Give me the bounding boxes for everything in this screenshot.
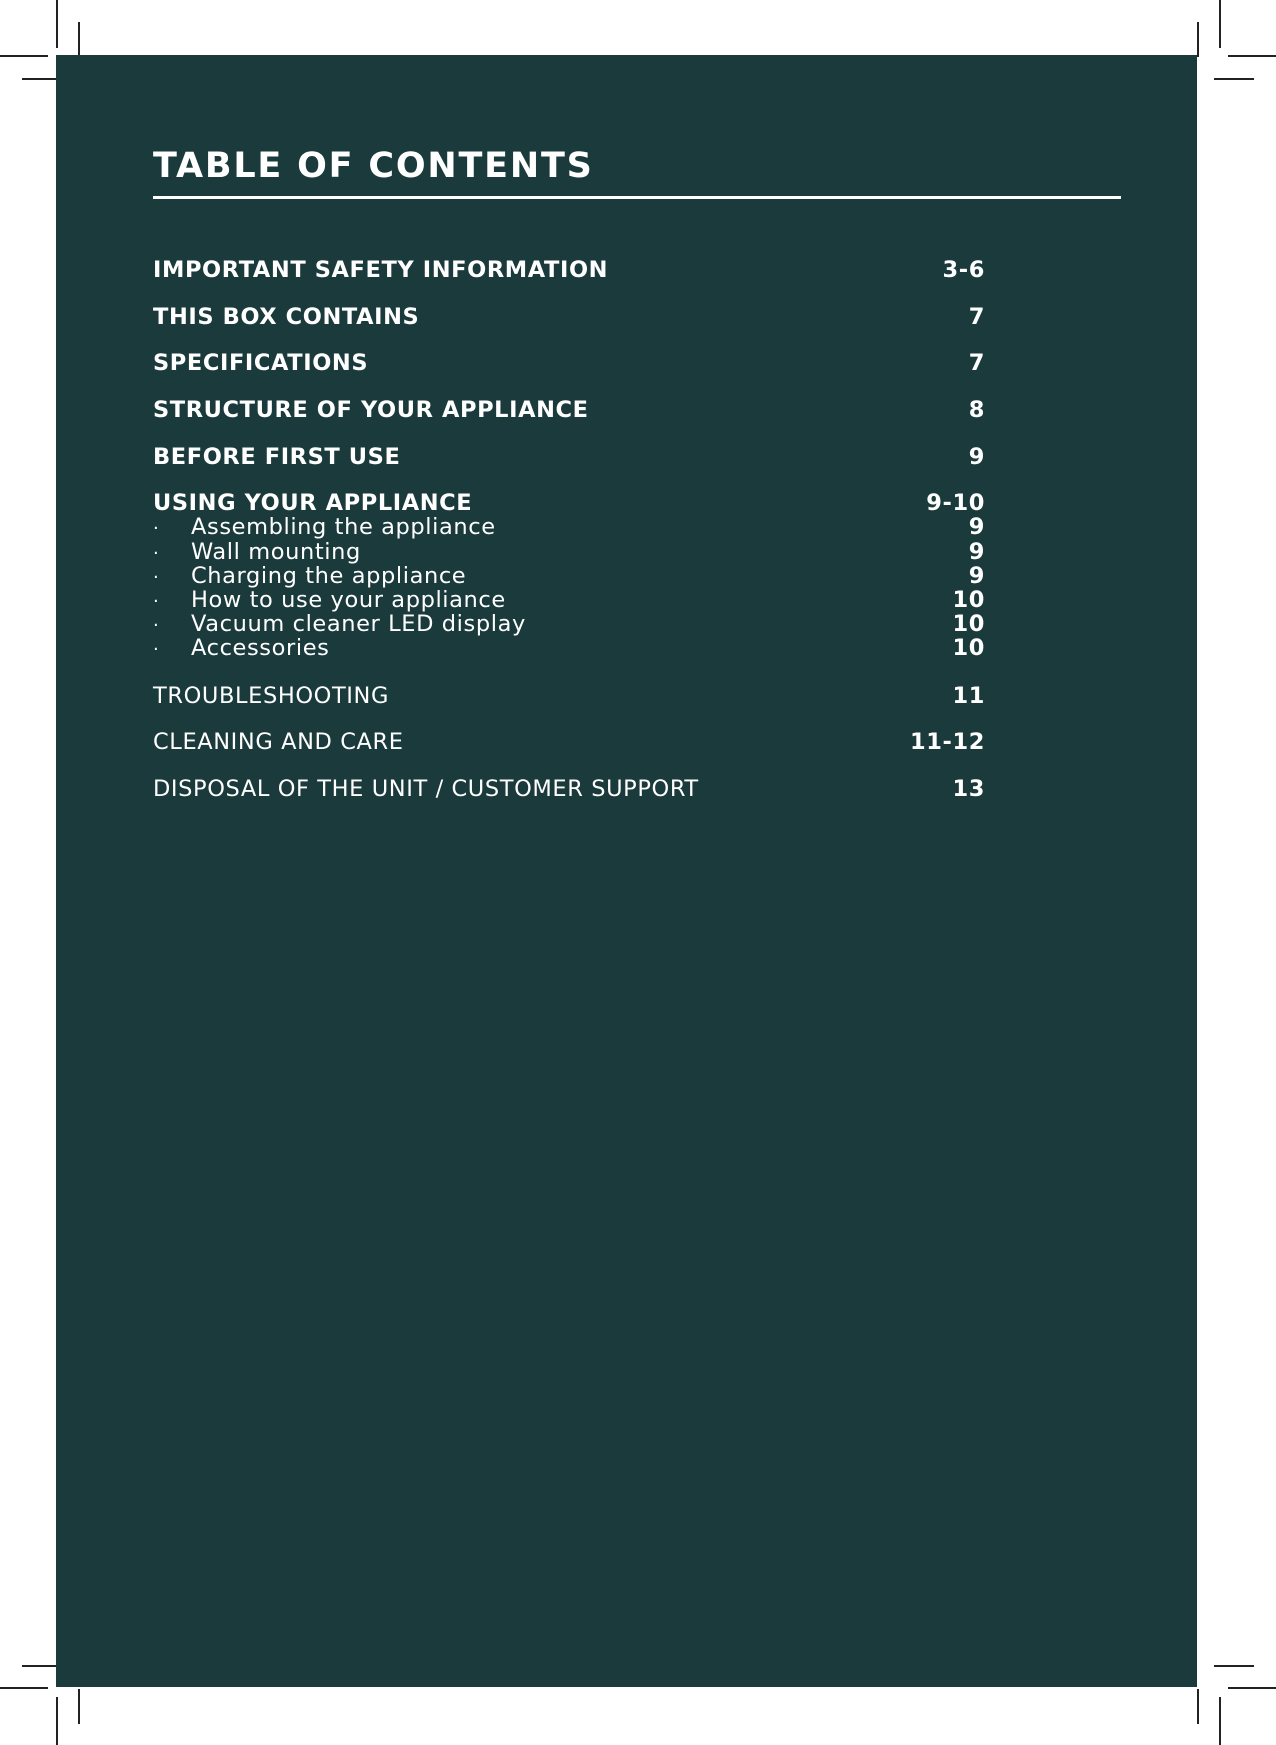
page-title: TABLE OF CONTENTS [153,146,594,186]
toc-sublist [153,514,985,662]
toc-subitem-page: 10 [952,635,985,662]
crop-mark [1214,1665,1254,1667]
crop-mark [1219,0,1221,48]
crop-mark [22,78,57,80]
title-divider [153,196,1121,199]
toc-subitem-accessories[interactable] [153,635,985,662]
toc-subitem-label: Charging the appliance [191,562,467,589]
crop-mark [1197,1689,1199,1724]
crop-mark [56,1697,58,1745]
toc-subitem-page: 10 [952,611,985,638]
toc-list [153,257,985,823]
toc-entry-label: TROUBLESHOOTING [153,682,390,709]
bullet: · [153,639,160,661]
toc-entry-page: 3-6 [942,257,985,283]
toc-entry-page: 11-12 [910,729,985,756]
toc-entry-label: IMPORTANT SAFETY INFORMATION [153,257,609,283]
toc-entry-page: 13 [952,775,985,802]
bullet: · [153,518,160,540]
bullet: · [153,542,160,564]
toc-entry-label: DISPOSAL OF THE UNIT / CUSTOMER SUPPORT [153,775,699,802]
toc-entry-safety-information[interactable] [153,257,985,304]
toc-subitem-page: 10 [952,587,985,613]
crop-mark [56,0,58,48]
bullet: · [153,591,160,612]
toc-entry-page: 8 [968,397,985,424]
toc-entry-page: 7 [968,303,985,330]
crop-mark [1228,1687,1276,1689]
toc-entry-label: USING YOUR APPLIANCE [153,490,473,517]
toc-subitem-charging[interactable] [153,563,985,587]
toc-entry-page: 11 [952,682,985,709]
crop-mark [0,1687,48,1689]
toc-subitem-assembling[interactable] [153,514,985,541]
toc-entry-cleaning-and-care[interactable] [153,729,985,776]
toc-subitem-page: 9 [968,562,985,589]
toc-subitem-led-display[interactable] [153,611,985,638]
toc-entry-label: SPECIFICATIONS [153,350,369,377]
toc-subitem-label: Vacuum cleaner LED display [191,611,526,638]
bullet: · [153,566,160,588]
bullet: · [153,615,160,637]
toc-subitem-label: Accessories [191,635,330,662]
toc-subitem-wall-mounting[interactable] [153,539,985,563]
crop-mark [1219,1697,1221,1745]
toc-entry-before-first-use[interactable] [153,444,985,491]
crop-mark [78,22,80,57]
crop-mark [78,1689,80,1724]
toc-entry-label: CLEANING AND CARE [153,729,404,756]
toc-entry-troubleshooting[interactable] [153,683,985,730]
toc-subitem-page: 9 [968,514,985,541]
toc-entry-specifications[interactable] [153,350,985,397]
toc-entry-page: 9 [968,443,985,470]
toc-entry-label: STRUCTURE OF YOUR APPLIANCE [153,397,589,424]
toc-entry-disposal-support[interactable] [153,776,985,823]
toc-entry-structure[interactable] [153,397,985,444]
crop-mark [1228,55,1276,57]
toc-entry-using-appliance[interactable] [153,490,985,517]
toc-entry-page: 9-10 [926,490,985,517]
toc-subitem-label: Wall mounting [191,538,361,565]
crop-mark [1214,78,1254,80]
toc-entry-box-contents[interactable] [153,304,985,351]
toc-subitem-label: How to use your appliance [191,587,506,613]
crop-mark [1197,22,1199,57]
crop-mark [0,55,48,57]
toc-subitem-label: Assembling the appliance [191,514,496,541]
toc-entry-page: 7 [968,350,985,377]
toc-entry-label: BEFORE FIRST USE [153,443,401,470]
toc-entry-label: THIS BOX CONTAINS [153,303,420,330]
toc-subitem-how-to-use[interactable] [153,587,985,611]
toc-subitem-page: 9 [968,538,985,565]
